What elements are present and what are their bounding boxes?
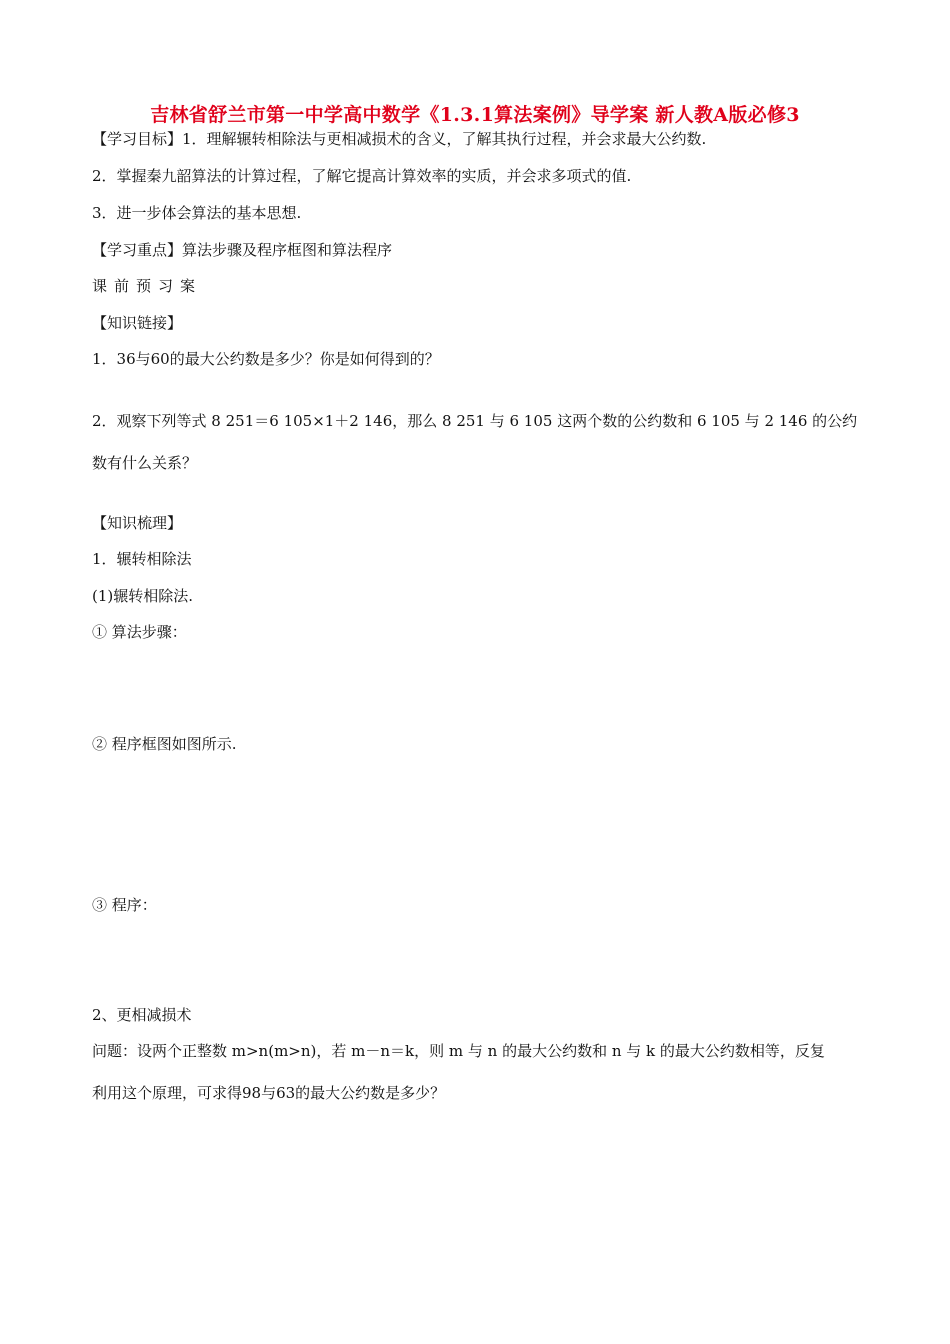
algorithm-steps-label: ① 算法步骤： — [92, 623, 187, 641]
objective-2: 2．掌握秦九韶算法的计算过程，了解它提高计算效率的实质，并会求多项式的值. — [92, 167, 632, 185]
learning-objectives: 【学习目标】1．理解辗转相除法与更相减损术的含义，了解其执行过程，并会求最大公约数. — [92, 130, 707, 148]
question-1: 1．36与60的最大公约数是多少？你是如何得到的？ — [92, 350, 440, 368]
question-2-line-1: 2．观察下列等式 8 251＝6 105×1＋2 146，那么 8 251 与 6 105 这两个数的公约数和 6 105 与 2 146 的公约 — [92, 412, 858, 430]
flowchart-label: ② 程序框图如图所示. — [92, 735, 237, 753]
euclidean-algorithm-subheading: (1)辗转相除法. — [92, 587, 194, 605]
subtraction-method-heading: 2、更相减损术 — [92, 1006, 192, 1024]
program-label: ③ 程序： — [92, 896, 157, 914]
problem-line-2: 利用这个原理，可求得98与63的最大公约数是多少？ — [92, 1084, 446, 1102]
knowledge-link-heading: 【知识链接】 — [92, 314, 183, 332]
objective-3: 3．进一步体会算法的基本思想. — [92, 204, 302, 222]
knowledge-summary-heading: 【知识梳理】 — [92, 514, 183, 532]
learning-focus: 【学习重点】算法步骤及程序框图和算法程序 — [92, 241, 393, 259]
euclidean-algorithm-heading: 1．辗转相除法 — [92, 550, 192, 568]
preview-section-heading: 课前预习案 — [92, 277, 203, 295]
document-title: 吉林省舒兰市第一中学高中数学《1.3.1算法案例》导学案 新人教A版必修3 — [150, 104, 800, 126]
problem-line-1: 问题：设两个正整数 m>n(m>n)，若 m－n＝k，则 m 与 n 的最大公约数和 n 与 k 的最大公约数相等，反复 — [92, 1042, 825, 1060]
question-2-line-2: 数有什么关系？ — [92, 454, 198, 472]
